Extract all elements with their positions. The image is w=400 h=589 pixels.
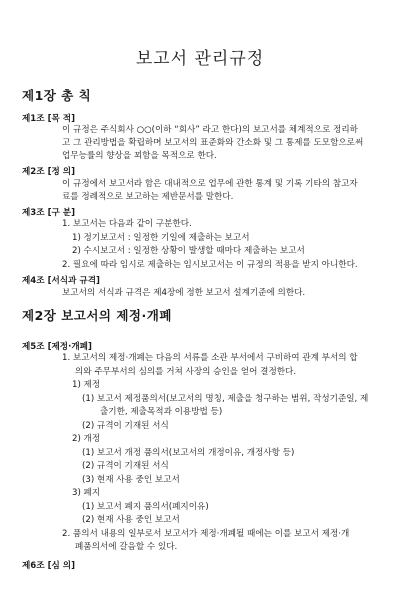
chapter-2-heading: 제2장 보고서의 제정·개폐 [22,308,172,323]
article-4-heading: 제4조 [서식과 규격] [22,276,100,286]
article-1-line: 업무능률의 향상을 꾀함을 목적으로 한다. [62,151,217,161]
article-1-line: 이 규정은 주식회사 ○○(이하 “회사” 라고 한다)의 보고서를 체계적으로 정리하 [62,125,358,135]
article-3-line: 1. 보고서는 다음과 같이 구분한다. [62,219,192,229]
article-5-line: (2) 규격이 기재된 서식 [82,461,169,471]
article-5-line: 3) 폐지 [72,488,101,498]
article-5-line: (1) 보고서 개정 품의서(보고서의 개정이유, 개정사항 등) [82,448,295,458]
article-6-heading: 제6조 [심 의] [22,561,76,571]
article-5-heading: 제5조 [제정·개폐] [22,342,92,352]
article-5-line: 의와 주무부서의 심의를 거쳐 사장의 승인을 얻어 결정한다. [75,367,297,377]
article-5-line: (1) 보고서 제정품의서(보고서의 명칭, 제출을 청구하는 범위, 작성기준일, 제 [82,394,369,404]
article-5-line: (2) 현재 사용 중인 보고서 [82,515,180,525]
article-5-line: 폐품의서에 갈음할 수 있다. [75,542,178,552]
article-5-line: 2. 품의서 내용의 일부로서 보고서가 제정·개폐될 때에는 이를 보고서 제정·개 [62,529,350,539]
article-5-line: (2) 규격이 기재된 서식 [82,421,169,431]
article-1-line: 고 그 관리방법을 확립하며 보고서의 표준화와 간소화 및 그 통제를 도모함으로써 [62,138,364,148]
article-5-line: 1. 보고서의 제정·개폐는 다음의 서류를 소관 부서에서 구비하여 관계 부서의 합 [62,353,358,363]
article-5-line: (1) 보고서 폐지 품의서(폐지이유) [82,502,209,512]
article-4-line: 보고서의 서식과 규격은 제4장에 정한 보고서 설계기준에 의한다. [62,288,306,298]
article-3-line: 2. 필요에 따라 임시로 제출하는 임시보고서는 이 규정의 적용을 받지 아니한다. [62,260,358,270]
article-5-line: (3) 현재 사용 중인 보고서 [82,475,180,485]
article-5-line: 1) 제정 [72,380,101,390]
article-3-line: 2) 수시보고서 : 일정한 상황이 발생할 때마다 제출하는 보고서 [72,246,305,256]
article-5-line: 출기한, 제출목적과 이용방법 등) [100,407,223,417]
chapter-1-heading: 제1장 총 칙 [22,88,92,103]
article-1-heading: 제1조 [목 적] [22,114,76,124]
article-2-line: 료를 정례적으로 보고하는 제반문서를 말한다. [62,192,234,202]
article-2-line: 이 규정에서 보고서라 함은 대내적으로 업무에 관한 통계 및 기록 기타의 참고자 [62,179,358,189]
document-title: 보고서 관리규정 [135,49,265,69]
article-3-heading: 제3조 [구 분] [22,208,76,218]
article-2-heading: 제2조 [정 의] [22,167,76,177]
article-3-line: 1) 정기보고서 : 일정한 기일에 제출하는 보고서 [72,233,250,243]
article-5-line: 2) 개정 [72,434,101,444]
